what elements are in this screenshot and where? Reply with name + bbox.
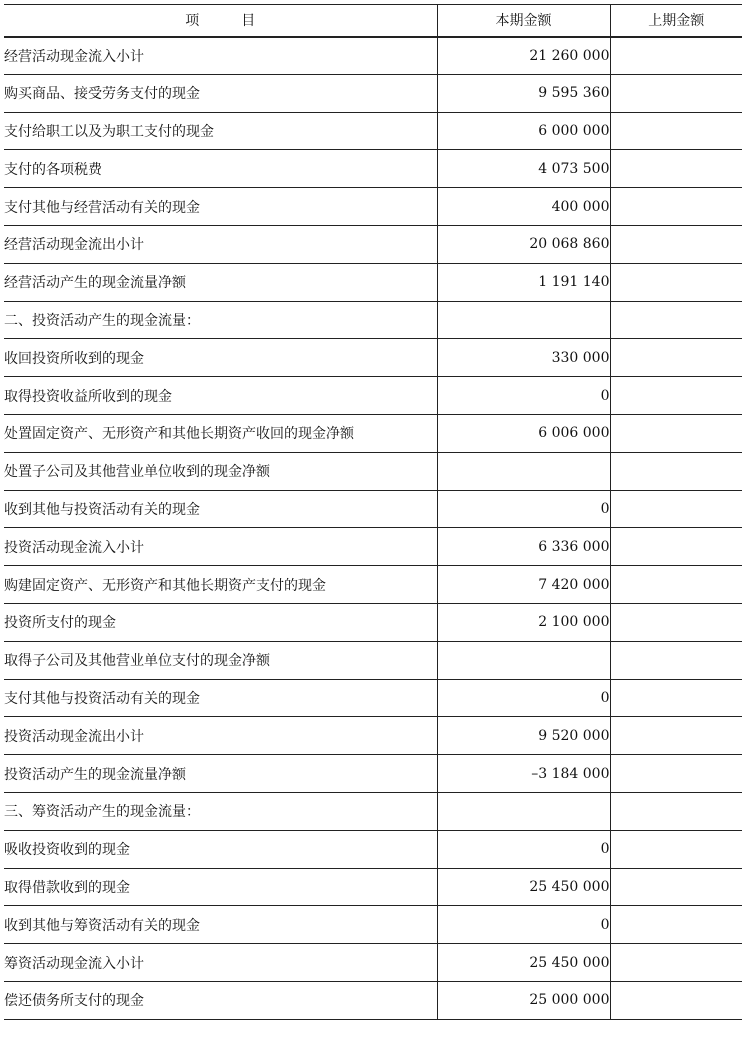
table-body (4, 37, 742, 1020)
table-row (4, 301, 742, 339)
row-previous-amount (610, 377, 742, 415)
row-current-amount: 6 336 000 (437, 528, 610, 566)
table-row (4, 263, 742, 301)
row-current-amount: 25 000 000 (437, 981, 610, 1019)
row-current-amount (437, 792, 610, 830)
row-previous-amount (610, 868, 742, 906)
row-item-label: 投资活动现金流出小计 (4, 717, 437, 755)
table-row (4, 490, 742, 528)
row-item-label: 投资活动产生的现金流量净额 (4, 755, 437, 793)
table-row (4, 452, 742, 490)
row-current-amount: 9 520 000 (437, 717, 610, 755)
table-row (4, 414, 742, 452)
row-item-label: 处置子公司及其他营业单位收到的现金净额 (4, 452, 437, 490)
row-current-amount: 25 450 000 (437, 944, 610, 982)
row-previous-amount (610, 944, 742, 982)
row-item-label: 支付其他与投资活动有关的现金 (4, 679, 437, 717)
row-item-label: 支付的各项税费 (4, 150, 437, 188)
row-item-label: 偿还债务所支付的现金 (4, 981, 437, 1019)
cash-flow-table (4, 4, 742, 1020)
table-row (4, 830, 742, 868)
table-row (4, 377, 742, 415)
row-previous-amount (610, 679, 742, 717)
table-row (4, 188, 742, 226)
row-previous-amount (610, 452, 742, 490)
row-previous-amount (610, 603, 742, 641)
row-current-amount: 6 006 000 (437, 414, 610, 452)
row-item-label: 三、筹资活动产生的现金流量： (4, 792, 437, 830)
row-current-amount: 0 (437, 490, 610, 528)
table-header (4, 5, 742, 37)
header-current-amount: 本期金额 (437, 5, 610, 37)
row-current-amount: 21 260 000 (437, 37, 610, 75)
table-row (4, 868, 742, 906)
row-current-amount: 7 420 000 (437, 566, 610, 604)
row-item-label: 二、投资活动产生的现金流量： (4, 301, 437, 339)
table-row (4, 150, 742, 188)
row-item-label: 取得子公司及其他营业单位支付的现金净额 (4, 641, 437, 679)
row-item-label: 处置固定资产、无形资产和其他长期资产收回的现金净额 (4, 414, 437, 452)
row-current-amount: 0 (437, 377, 610, 415)
row-item-label: 筹资活动现金流入小计 (4, 944, 437, 982)
row-previous-amount (610, 414, 742, 452)
header-previous-amount: 上期金额 (610, 5, 742, 37)
row-current-amount: 2 100 000 (437, 603, 610, 641)
row-current-amount: 9 595 360 (437, 74, 610, 112)
row-item-label: 经营活动现金流入小计 (4, 37, 437, 75)
header-row (4, 5, 742, 37)
row-current-amount: 330 000 (437, 339, 610, 377)
table-row (4, 641, 742, 679)
row-current-amount: 0 (437, 906, 610, 944)
table-row (4, 528, 742, 566)
row-current-amount: 0 (437, 830, 610, 868)
row-current-amount: 1 191 140 (437, 263, 610, 301)
table-row (4, 339, 742, 377)
row-previous-amount (610, 490, 742, 528)
row-current-amount: 6 000 000 (437, 112, 610, 150)
row-item-label: 投资所支付的现金 (4, 603, 437, 641)
table-row (4, 74, 742, 112)
row-current-amount: 4 073 500 (437, 150, 610, 188)
row-item-label: 购买商品、接受劳务支付的现金 (4, 74, 437, 112)
row-item-label: 投资活动现金流入小计 (4, 528, 437, 566)
row-previous-amount (610, 188, 742, 226)
row-item-label: 吸收投资收到的现金 (4, 830, 437, 868)
header-item (4, 5, 437, 37)
table-row (4, 755, 742, 793)
table-row (4, 37, 742, 75)
row-current-amount: –3 184 000 (437, 755, 610, 793)
row-previous-amount (610, 37, 742, 75)
row-current-amount: 20 068 860 (437, 225, 610, 263)
row-item-label: 经营活动产生的现金流量净额 (4, 263, 437, 301)
table-row (4, 792, 742, 830)
row-previous-amount (610, 74, 742, 112)
row-item-label: 收到其他与投资活动有关的现金 (4, 490, 437, 528)
row-current-amount (437, 452, 610, 490)
table-row (4, 717, 742, 755)
table-row (4, 679, 742, 717)
row-previous-amount (610, 906, 742, 944)
row-current-amount (437, 301, 610, 339)
table-row (4, 906, 742, 944)
row-item-label: 经营活动现金流出小计 (4, 225, 437, 263)
table-row (4, 603, 742, 641)
row-previous-amount (610, 566, 742, 604)
row-item-label: 支付其他与经营活动有关的现金 (4, 188, 437, 226)
row-previous-amount (610, 528, 742, 566)
row-previous-amount (610, 150, 742, 188)
row-previous-amount (610, 755, 742, 793)
header-item-right: 目 (241, 13, 256, 30)
header-item-left: 项 (185, 13, 200, 30)
table-row (4, 112, 742, 150)
row-previous-amount (610, 339, 742, 377)
row-current-amount: 0 (437, 679, 610, 717)
row-previous-amount (610, 225, 742, 263)
row-item-label: 取得借款收到的现金 (4, 868, 437, 906)
row-current-amount: 25 450 000 (437, 868, 610, 906)
row-current-amount (437, 641, 610, 679)
row-item-label: 支付给职工以及为职工支付的现金 (4, 112, 437, 150)
row-previous-amount (610, 263, 742, 301)
row-previous-amount (610, 301, 742, 339)
row-previous-amount (610, 717, 742, 755)
row-previous-amount (610, 112, 742, 150)
table-row (4, 566, 742, 604)
table-row (4, 944, 742, 982)
row-previous-amount (610, 641, 742, 679)
row-previous-amount (610, 792, 742, 830)
row-item-label: 收到其他与筹资活动有关的现金 (4, 906, 437, 944)
table-row (4, 225, 742, 263)
row-current-amount: 400 000 (437, 188, 610, 226)
row-item-label: 取得投资收益所收到的现金 (4, 377, 437, 415)
row-previous-amount (610, 830, 742, 868)
row-item-label: 收回投资所收到的现金 (4, 339, 437, 377)
table-row (4, 981, 742, 1019)
row-item-label: 购建固定资产、无形资产和其他长期资产支付的现金 (4, 566, 437, 604)
row-previous-amount (610, 981, 742, 1019)
